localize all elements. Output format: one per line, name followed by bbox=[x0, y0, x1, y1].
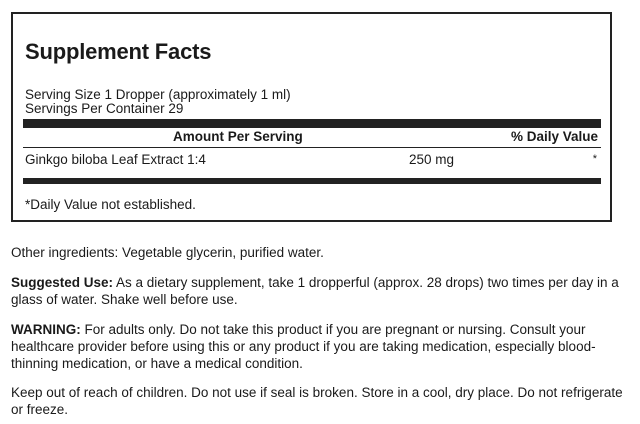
ingredient-amount: 250 mg bbox=[409, 152, 455, 167]
amount-per-serving-header: Amount Per Serving bbox=[173, 129, 303, 144]
ingredient-daily-value: * bbox=[592, 153, 597, 165]
daily-value-footnote: *Daily Value not established. bbox=[25, 197, 196, 212]
ingredient-name: Ginkgo biloba Leaf Extract 1:4 bbox=[25, 152, 206, 167]
warning-label: WARNING: bbox=[11, 322, 81, 337]
suggested-use bbox=[11, 274, 631, 308]
thin-divider bbox=[23, 147, 601, 148]
panel-title: Supplement Facts bbox=[25, 39, 212, 64]
suggested-use-label: Suggested Use: bbox=[11, 275, 114, 290]
daily-value-header: % Daily Value bbox=[510, 129, 598, 144]
storage-instructions: Keep out of reach of children. Do not use if seal is broken. Store in a cool, dry place. Do not refrigerate or freeze. bbox=[11, 385, 623, 417]
other-ingredients: Other ingredients: Vegetable glycerin, purified water. bbox=[11, 245, 324, 260]
serving-size: Serving Size 1 Dropper (approximately 1 ml) bbox=[25, 87, 291, 102]
suggested-use-text: As a dietary supplement, take 1 dropperful (approx. 28 drops) two times per day in a glass of water. Shake well before use. bbox=[11, 275, 619, 307]
warning bbox=[11, 321, 631, 372]
supplement-facts-panel bbox=[11, 12, 612, 222]
warning-text: For adults only. Do not take this product if you are pregnant or nursing. Consult your healthcare provider before using this or any product if you are taking medication, especially blood-thinning medication, or have a medical condition. bbox=[11, 322, 596, 371]
bottom-thick-divider bbox=[23, 178, 601, 184]
thick-divider bbox=[23, 119, 601, 128]
servings-per-container: Servings Per Container 29 bbox=[25, 101, 184, 116]
